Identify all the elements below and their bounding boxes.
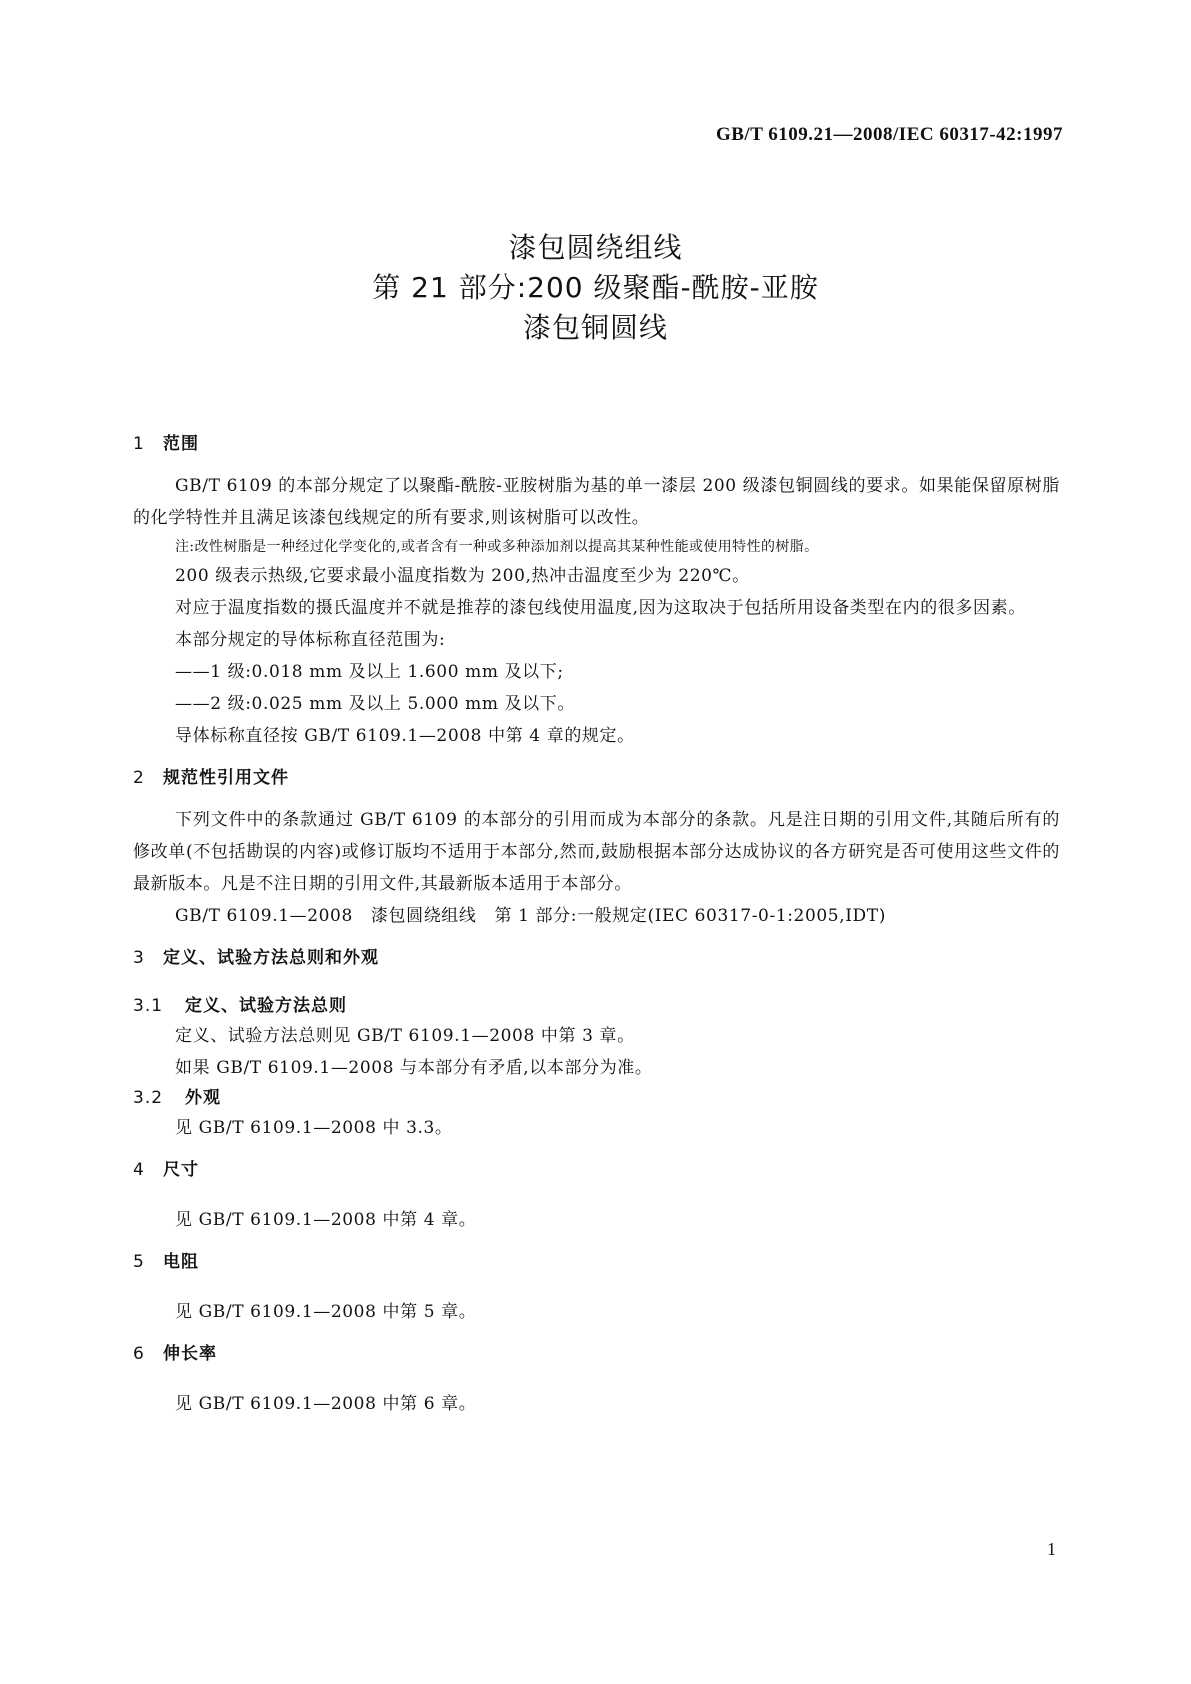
section-3-heading <box>133 944 1060 972</box>
section-1-heading <box>133 430 1060 458</box>
list-item: ——2 级:0.025 mm 及以上 5.000 mm 及以下。 <box>175 694 575 714</box>
note: 注:改性树脂是一种经过化学变化的,或者含有一种或多种添加剂以提高其某种性能或使用特性的树脂。 <box>175 539 819 555</box>
paragraph: 本部分规定的导体标称直径范围为: <box>175 630 446 650</box>
page-number: 1 <box>1047 1539 1056 1559</box>
section-2-heading <box>133 764 1060 792</box>
paragraph: 见 GB/T 6109.1—2008 中第 5 章。 <box>175 1302 477 1322</box>
section-title: 伸长率 <box>163 1344 217 1364</box>
section-5-heading <box>133 1248 1060 1276</box>
section-6-heading <box>133 1340 1060 1368</box>
paragraph: 见 GB/T 6109.1—2008 中第 6 章。 <box>175 1394 477 1414</box>
title-line-2: 第 21 部分:200 级聚酯-酰胺-亚胺 <box>372 271 819 304</box>
section-number: 6 <box>133 1344 145 1364</box>
section-number: 3.1 <box>133 996 164 1016</box>
paragraph: 定义、试验方法总则见 GB/T 6109.1—2008 中第 3 章。 <box>175 1026 635 1046</box>
paragraph: 200 级表示热级,它要求最小温度指数为 200,热冲击温度至少为 220℃。 <box>175 566 750 586</box>
section-title: 定义、试验方法总则 <box>185 996 347 1016</box>
reference-entry: GB/T 6109.1—2008 漆包圆绕组线 第 1 部分:一般规定(IEC 60317-0-1:2005,IDT) <box>175 906 886 926</box>
paragraph: 导体标称直径按 GB/T 6109.1—2008 中第 4 章的规定。 <box>175 726 635 746</box>
section-title: 尺寸 <box>163 1160 199 1180</box>
subsection-3-2-heading <box>133 1084 1060 1112</box>
standard-code: GB/T 6109.21—2008/IEC 60317-42:1997 <box>715 124 1063 145</box>
paragraph: 对应于温度指数的摄氏温度并不就是推荐的漆包线使用温度,因为这取决于包括所用设备类型在内的很多因素。 <box>175 598 1026 618</box>
subsection-3-1-heading <box>133 992 1060 1020</box>
section-title: 规范性引用文件 <box>163 768 289 788</box>
paragraph: 见 GB/T 6109.1—2008 中第 4 章。 <box>175 1210 477 1230</box>
title-line-1: 漆包圆绕组线 <box>508 231 683 264</box>
section-title: 电阻 <box>163 1252 199 1272</box>
section-number: 4 <box>133 1160 145 1180</box>
document-body <box>133 430 1060 1420</box>
list-item: ——1 级:0.018 mm 及以上 1.600 mm 及以下; <box>175 662 564 682</box>
section-number: 1 <box>133 434 145 454</box>
paragraph: 下列文件中的条款通过 GB/T 6109 的本部分的引用而成为本部分的条款。凡是注日期的引用文件,其随后所有的修改单(不包括勘误的内容)或修订版均不适用于本部分,然而,鼓励根据本部分达成协议的各方研究是否可使用这些文件的最新版本。凡是不注日期的引用文件,其最新版本适用于本部分。 <box>133 810 1060 894</box>
section-number: 5 <box>133 1252 145 1272</box>
title-line-3: 漆包铜圆线 <box>522 311 668 344</box>
paragraph: 如果 GB/T 6109.1—2008 与本部分有矛盾,以本部分为准。 <box>175 1058 653 1078</box>
section-number: 3.2 <box>133 1088 164 1108</box>
paragraph: 见 GB/T 6109.1—2008 中 3.3。 <box>175 1118 453 1138</box>
section-number: 2 <box>133 768 145 788</box>
section-title: 外观 <box>185 1088 221 1108</box>
document-title <box>0 228 1191 348</box>
section-4-heading <box>133 1156 1060 1184</box>
section-number: 3 <box>133 948 145 968</box>
section-title: 范围 <box>163 434 199 454</box>
paragraph: GB/T 6109 的本部分规定了以聚酯-酰胺-亚胺树脂为基的单一漆层 200 级漆包铜圆线的要求。如果能保留原树脂的化学特性并且满足该漆包线规定的所有要求,则该树脂可以改性。 <box>133 476 1060 528</box>
section-title: 定义、试验方法总则和外观 <box>163 948 379 968</box>
